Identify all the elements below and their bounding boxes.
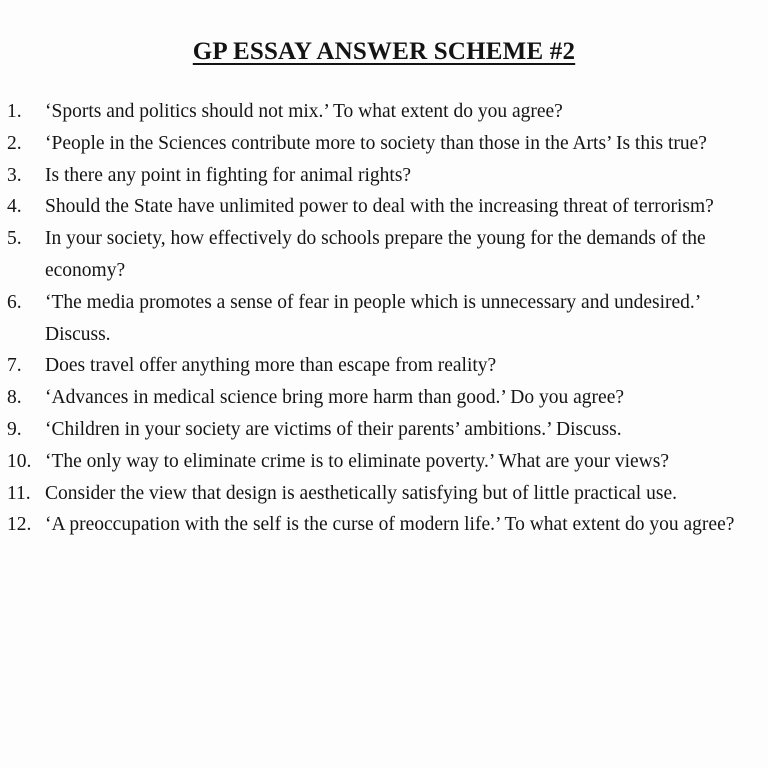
question-item (0, 287, 768, 351)
question-number: 8. (7, 387, 22, 409)
question-text: ‘The only way to eliminate crime is to eliminate poverty.’ What are your views? (45, 450, 669, 472)
question-number: 10. (7, 450, 32, 472)
question-number: 7. (7, 355, 22, 377)
question-text: ‘People in the Sciences contribute more to society than those in the Arts’ Is this true? (45, 132, 707, 154)
question-number: 6. (7, 291, 22, 313)
question-item (0, 128, 768, 160)
document-title: GP ESSAY ANSWER SCHEME #2 (192, 38, 576, 65)
question-text: Should the State have unlimited power to deal with the increasing threat of terrorism? (45, 196, 714, 218)
question-number: 11. (7, 482, 31, 504)
question-number: 4. (7, 196, 22, 218)
question-item (0, 96, 768, 128)
question-number: 2. (7, 132, 22, 154)
question-text: Is there any point in fighting for animal rights? (45, 164, 412, 186)
question-item (0, 350, 768, 382)
question-item (0, 160, 768, 192)
question-number: 1. (7, 101, 22, 122)
question-text: ‘The media promotes a sense of fear in people which is unnecessary and undesired.’ Discuss. (45, 291, 700, 345)
question-text: ‘Advances in medical science bring more harm than good.’ Do you agree? (45, 387, 625, 409)
question-item (0, 414, 768, 446)
question-text: ‘Children in your society are victims of their parents’ ambitions.’ Discuss. (45, 418, 622, 440)
question-item (0, 223, 768, 287)
question-number: 5. (7, 228, 22, 250)
question-item (0, 446, 768, 478)
question-number: 3. (7, 164, 22, 186)
question-item (0, 191, 768, 223)
question-item (0, 478, 768, 510)
question-text: ‘Sports and politics should not mix.’ To what extent do you agree? (45, 101, 563, 122)
question-item (0, 382, 768, 414)
question-text: Does travel offer anything more than escape from reality? (45, 355, 497, 377)
question-number: 9. (7, 418, 22, 440)
question-text: In your society, how effectively do schools prepare the young for the demands of the economy? (45, 228, 706, 281)
question-text: ‘A preoccupation with the self is the curse of modern life.’ To what extent do you agree? (45, 514, 735, 536)
question-text: Consider the view that design is aesthetically satisfying but of little practical use. (45, 482, 677, 504)
question-item (0, 509, 768, 541)
question-number: 12. (7, 514, 32, 536)
question-list (0, 96, 768, 541)
